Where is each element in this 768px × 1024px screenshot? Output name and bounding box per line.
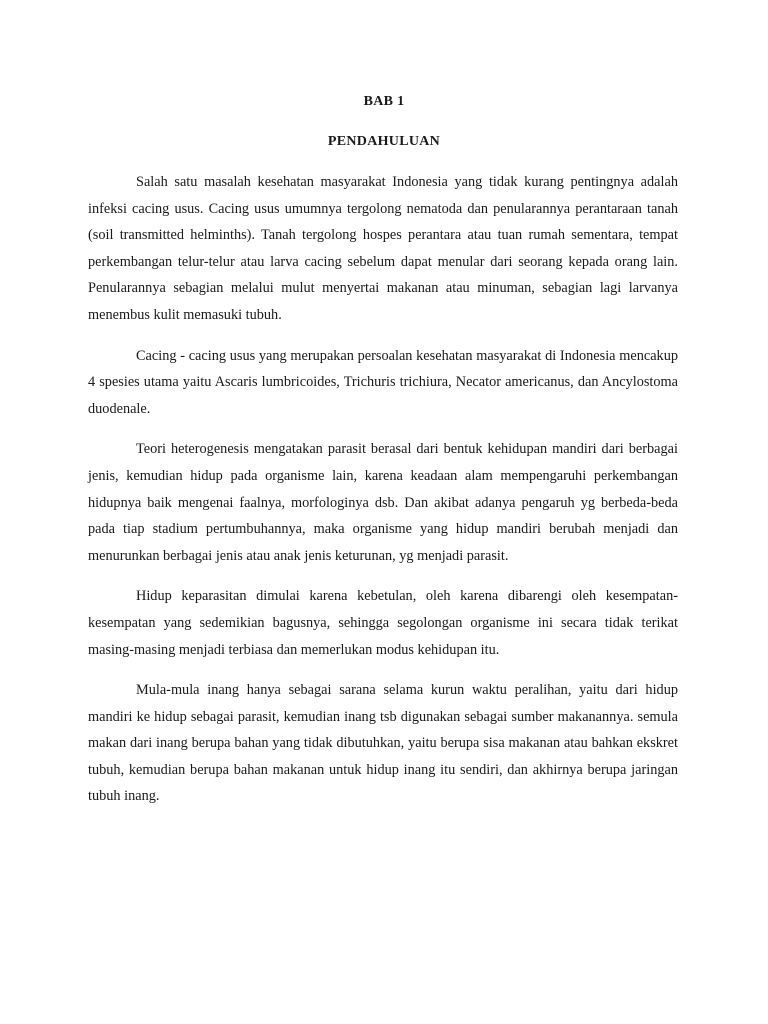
paragraph-5: Mula-mula inang hanya sebagai sarana selama kurun waktu peralihan, yaitu dari hidup mandiri ke hidup sebagai parasit, kemudian inang tsb digunakan sebagai sumber makanannya. semula makan dari inang berupa bahan yang tidak dibutuhkan, yaitu berupa sisa makanan atau bahkan ekskret tubuh, kemudian berupa bahan makanan untuk hidup inang itu sendiri, dan akhirnya berupa jaringan tubuh inang. [88,682,678,805]
chapter-title: PENDAHULUAN [327,134,441,149]
paragraph-3: Teori heterogenesis mengatakan parasit berasal dari bentuk kehidupan mandiri dari berbagai jenis, kemudian hidup pada organisme lain, karena keadaan alam mempengaruhi perkembangan hidupnya baik mengenai faalnya, morfologinya dsb. Dan akibat adanya pengaruh yg berbeda-beda pada tiap stadium pertumbuhannya, maka organisme yang hidup mandiri berubah menjadi dan menurunkan berbagai jenis atau anak jenis keturunan, yg menjadi parasit. [88,441,678,564]
paragraph-2: Cacing - cacing usus yang merupakan persoalan kesehatan masyarakat di Indonesia mencakup 4 spesies utama yaitu Ascaris lumbricoides, Trichuris trichiura, Necator americanus, dan Ancylostoma duodenale. [88,347,678,417]
chapter-heading: BAB 1 [363,94,405,109]
paragraph-4: Hidup keparasitan dimulai karena kebetulan, oleh karena dibarengi oleh kesempatan-kesempatan yang sedemikian bagusnya, sehingga segolongan organisme ini secara tidak terikat masing-masing menjadi terbiasa dan memerlukan modus kehidupan itu. [88,588,678,658]
body-text [88,169,678,824]
paragraph-1: Salah satu masalah kesehatan masyarakat Indonesia yang tidak kurang pentingnya adalah infeksi cacing usus. Cacing usus umumnya tergolong nematoda dan penularannya perantaraan tanah (soil transmitted helminths). Tanah tergolong hospes perantara atau tuan rumah sementara, tempat perkembangan telur-telur atau larva cacing sebelum dapat menular dari seorang kepada orang lain. Penularannya sebagian melalui mulut menyertai makanan atau minuman, sebagian lagi larvanya menembus kulit memasuki tubuh. [88,174,678,323]
